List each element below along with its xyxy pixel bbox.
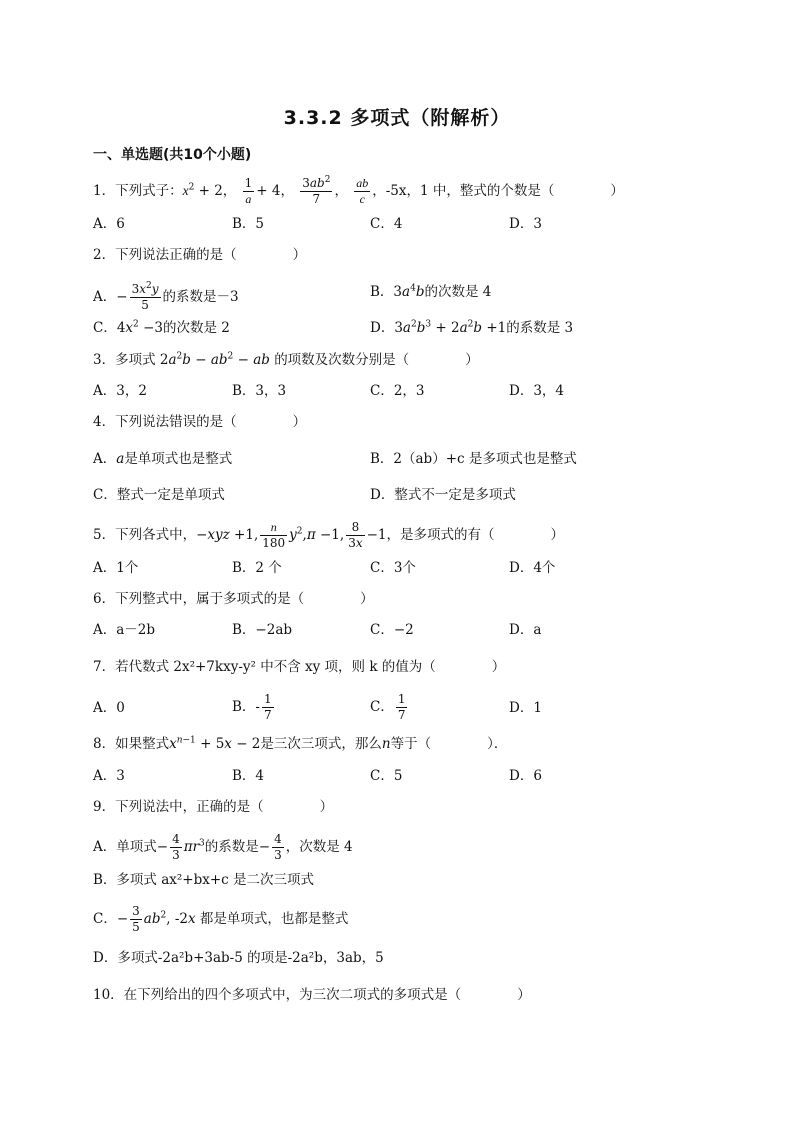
fraction-ab-over-c: $\frac{ab}{c}$	[356, 176, 369, 206]
q1-option-b: B．5	[232, 216, 265, 232]
question-2: 2．下列说法正确的是（ ）	[93, 247, 307, 263]
q2-option-d: D．$3a^2b^3 + 2a^2b +1$的系数是 3	[370, 319, 574, 336]
question-7: 7．若代数式 2x²+7kxy-y² 中不含 xy 项，则 k 的值为（ ）	[93, 659, 506, 675]
q4-option-b: B．2（ab）+c 是多项式也是整式	[370, 451, 577, 467]
q4-option-a: A．a是单项式也是整式	[93, 451, 233, 467]
q7-option-c: C． $\frac{1}{7}$	[370, 692, 406, 722]
q3-option-a: A．3，2	[93, 383, 147, 399]
question-6: 6．下列整式中，属于多项式的是（ ）	[93, 591, 374, 607]
q8-option-a: A．3	[93, 768, 125, 784]
q1-option-c: C．4	[370, 216, 403, 232]
question-5: 5．下列各式中，−xyz +1, $\frac{n}{180}$ $y^2,\pi -1$, $\frac{8}{3x}$ −1，是多项式的有（ ）	[93, 520, 565, 550]
q6-option-d: D．a	[509, 622, 542, 638]
q6-option-c: C．−2	[370, 622, 414, 638]
q5-option-d: D．4个	[509, 560, 556, 576]
q1-option-d: D．3	[509, 216, 542, 232]
q6-option-a: A．a－2b	[93, 622, 156, 638]
q8-option-c: C．5	[370, 768, 403, 784]
question-4: 4．下列说法错误的是（ ）	[93, 414, 307, 430]
question-1: 1．下列式子：$x^2 + 2$， $\frac{1}{a}$ + 4， $\frac{3ab^2}{7}$ ， $\frac{ab}{c}$ ，-5x，1 中，整式的个数是（ ）	[93, 175, 624, 206]
question-3: 3．多项式 $2a^2b - ab^2$ − ab 的项数及次数分别是（ ）	[93, 351, 479, 368]
question-10: 10．在下列给出的四个多项式中，为三次二项式的多项式是（ ）	[93, 987, 531, 1003]
q1-option-a: A．6	[93, 216, 125, 232]
q3-option-d: D．3，4	[509, 383, 565, 399]
page-title: 3.3.2 多项式（附解析）	[283, 107, 511, 129]
q2-option-c: C．$4x^2 -3$的次数是 2	[93, 319, 230, 336]
q7-option-b: B．- $\frac{1}{7}$	[232, 692, 272, 722]
fraction-3ab2-over-7: $\frac{3ab^2}{7}$	[302, 175, 331, 206]
q9-option-c: C．− $\frac{3}{5}$ $ab^2$, -2x 都是单项式，也都是整式	[93, 904, 349, 934]
q8-option-b: B．4	[232, 768, 265, 784]
q8-option-d: D．6	[509, 768, 542, 784]
q2-option-a: A．− $\frac{3x^2y}{5}$ 的系数是－3	[93, 281, 239, 312]
q7-option-d: D．1	[509, 700, 542, 716]
q9-option-b: B．多项式 ax²+bx+c 是二次三项式	[93, 872, 315, 888]
q9-option-d: D．多项式-2a²b+3ab-5 的项是-2a²b，3ab，5	[93, 950, 384, 966]
fraction-1-over-a: $\frac{1}{a}$	[244, 176, 253, 206]
q2-option-b: B．$3a^4b$的次数是 4	[370, 283, 492, 300]
q7-option-a: A．0	[93, 700, 125, 716]
q6-option-b: B．−2ab	[232, 622, 293, 638]
question-8: 8．如果整式$x^{n-1} + 5x - 2$是三次三项式，那么n等于（ ）．	[93, 735, 508, 752]
q5-option-c: C．3个	[370, 560, 416, 576]
q5-option-b: B．2 个	[232, 560, 282, 576]
question-9: 9．下列说法中，正确的是（ ）	[93, 799, 334, 815]
q4-option-d: D．整式不一定是多项式	[370, 487, 516, 503]
q5-option-a: A．1个	[93, 560, 139, 576]
q4-option-c: C．整式一定是单项式	[93, 487, 225, 503]
section-heading: 一、单选题(共10个小题)	[93, 147, 252, 163]
q3-option-b: B．3，3	[232, 383, 287, 399]
q3-option-c: C．2，3	[370, 383, 425, 399]
q9-option-a: A．单项式− $\frac{4}{3}$ $\pi r^3$的系数是− $\frac{4}{3}$ ，次数是 4	[93, 832, 353, 862]
